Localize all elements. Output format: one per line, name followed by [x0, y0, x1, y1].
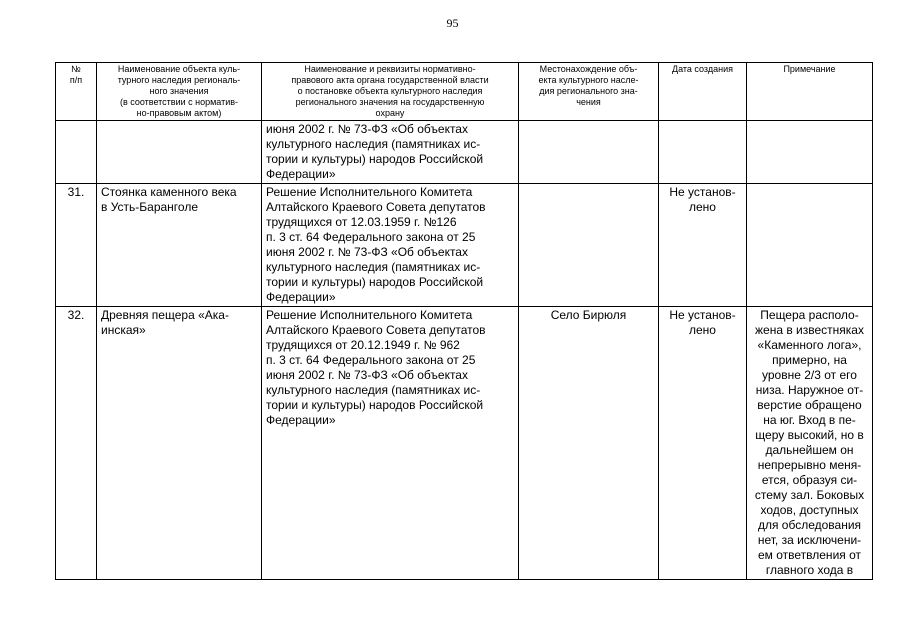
cell-object-name: Древняя пещера «Ака- инская»: [97, 307, 262, 580]
table-row: [56, 184, 873, 307]
header-location: Местонахождение объ- екта культурного насле- дия регионального зна- чения: [519, 63, 659, 121]
cell-note: [747, 121, 873, 184]
cell-object-name: Стоянка каменного века в Усть-Баранголе: [97, 184, 262, 307]
heritage-registry-table: [55, 62, 873, 580]
cell-number: 32.: [56, 307, 97, 580]
header-object-name: Наименование объекта куль- турного наследия региональ- ного значения (в соответствии с норматив- но-правовым актом): [97, 63, 262, 121]
cell-object-name: [97, 121, 262, 184]
table-row: [56, 121, 873, 184]
cell-creation-date: Не установ- лено: [659, 307, 747, 580]
cell-number: [56, 121, 97, 184]
cell-note: Пещера располо- жена в известняках «Каменного лога», примерно, на уровне 2/3 от его низа. Наружное от- верстие обращено на юг. Вход в пе- щеру высокий, но в дальнейшем он непрерывно меня- ется, образуя си- стему зал. Боковых ходов, доступных для обследования нет, за исключени- ем ответвления от главного хода в: [747, 307, 873, 580]
cell-note: [747, 184, 873, 307]
cell-legal-act: Решение Исполнительного Комитета Алтайского Краевого Совета депутатов трудящихся от 20.12.1949 г. № 962 п. 3 ст. 64 Федерального закона от 25 июня 2002 г. № 73-ФЗ «Об объектах культурного наследия (памятниках ис- тории и культуры) народов Российской Федерации»: [262, 307, 519, 580]
table-row: [56, 307, 873, 580]
cell-location: Село Бирюля: [519, 307, 659, 580]
header-creation-date: Дата создания: [659, 63, 747, 121]
header-number: № п/п: [56, 63, 97, 121]
cell-creation-date: Не установ- лено: [659, 184, 747, 307]
cell-location: [519, 121, 659, 184]
page-number: 95: [446, 16, 459, 30]
cell-location: [519, 184, 659, 307]
cell-number: 31.: [56, 184, 97, 307]
cell-creation-date: [659, 121, 747, 184]
cell-legal-act: июня 2002 г. № 73-ФЗ «Об объектах культурного наследия (памятниках ис- тории и культуры) народов Российской Федерации»: [262, 121, 519, 184]
cell-legal-act: Решение Исполнительного Комитета Алтайского Краевого Совета депутатов трудящихся от 12.03.1959 г. №126 п. 3 ст. 64 Федерального закона от 25 июня 2002 г. № 73-ФЗ «Об объектах культурного наследия (памятниках ис- тории и культуры) народов Российской Федерации»: [262, 184, 519, 307]
header-legal-act: Наименование и реквизиты нормативно- правового акта органа государственной власти о постановке объекта культурного наследия регионального значения на государственную охрану: [262, 63, 519, 121]
header-note: Примечание: [747, 63, 873, 121]
table-header-row: [56, 63, 873, 121]
